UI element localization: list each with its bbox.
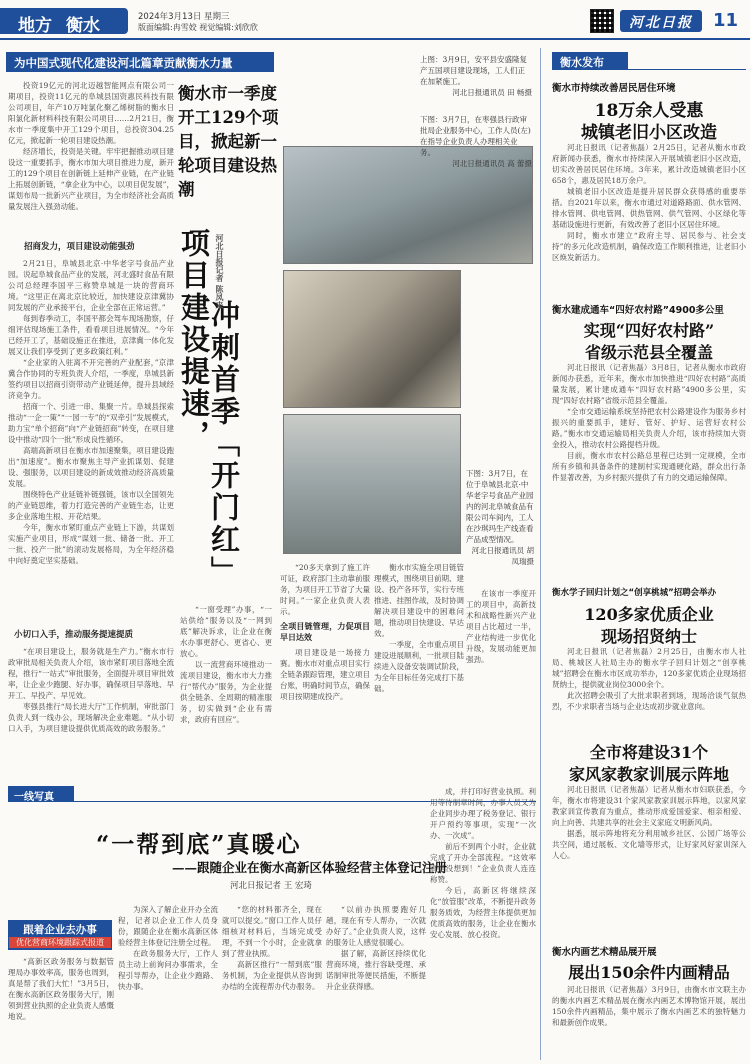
lower-headline: “一帮到底”真暖心 [96, 831, 302, 858]
photo3-credit: 河北日报通讯员 胡凤瑞摄 [471, 546, 534, 566]
paper-logo [620, 10, 702, 32]
photo1-caption [420, 54, 532, 112]
subhead-3: 全项目链管理，力促项目早日达效 [280, 622, 370, 642]
sidebar-item1-head: 衡水市持续改善居民居住环境 [552, 83, 676, 94]
sidebar-item2-title-2: 省级示范县全覆盖 [584, 343, 713, 362]
body-column-4: 衡水市实施全项目链管理模式，围绕项目前期、建设、投产各环节，实行专班推进、挂图作战，及时协调解决项目建设中的困难问题，推动项目快建设、早达效。 一季度，全市重点项目建设进展顺利，一批项目陆续进入设备安装调试阶段，为全年目标任务完成打下基础。 [374, 563, 464, 693]
section-name: 地方 [18, 16, 52, 36]
banner [6, 52, 274, 72]
sidebar-item4-title-1: 全市将建设31个 [589, 743, 709, 762]
sidebar-divider [540, 48, 541, 1060]
sidebar-item2-title-1: 实现“四好农村路” [583, 321, 715, 340]
sidebar-item5-title: 展出150余件内画精品 [568, 963, 730, 982]
body-column-3: “20多天拿到了施工许可证，政府部门主动靠前服务，为项目开工节省了大量时间。”一家企业负责人表示。 全项目链管理，力促项目早日达效 项目建设是一场接力赛。衡水市对重点项目实行全链条跟踪管理，建立项目台账，明确时间节点，确保项目按期建成投产。 [280, 563, 370, 701]
sidebar-rule [628, 69, 746, 70]
column-name: 衡水 [66, 16, 100, 36]
qr-code-icon [590, 9, 614, 33]
headline-vertical-2: 冲刺首季「开门红」 [207, 300, 241, 588]
body-column-1b: “在项目建设上，服务就是生产力。”衡水市行政审批局相关负责人介绍，该市紧盯项目落地全流程，推行“一站式”审批服务，全面提升项目审批效率，让企业少跑腿、好办事，确保项目早落地、早开工、早投产、早见效。 枣强县推行“局长进大厅”工作机制，审批部门负责人到一线办公，现场解决企业难题。“从小切口入手，为项目建设提供优质高效的政务服务。” [8, 647, 174, 733]
lead-text: 投资19亿元的河北迈越智能网点有限公司一期项目，投资11亿元的阜城县国资惠民科技有限公司项目，年产10万吨氯化聚乙烯树脂的衡水日阳氯化新材料科技有限公司项目……2月21日，衡水市一季度集中开工129个项目，总投资304.25亿元，掀起新一轮项目建设热潮。 [8, 81, 174, 145]
photo3-caption [466, 468, 534, 584]
sidebar-item1-title-1: 18万余人受惠 [594, 101, 704, 121]
follow-tag [8, 920, 112, 950]
masthead-editors: 版面编辑:冉雪姣 视觉编辑:刘欣欣 [138, 23, 258, 32]
headline-vertical-1: 项目建设提速， [177, 228, 211, 452]
body-column-2: “一窗受理”办事，“一站供给”服务以及“一网到底”解决诉求，让企业在衡水办事更舒心、更省心、更放心。 以一流营商环境推动一流项目建设，衡水市大力推行“帮代办”服务，为企业提供全链条、全周期的精准服务，切实做到“企业有需求，政府有回应”。 [180, 605, 272, 724]
sidebar-item1-body: 河北日报讯（记者焦磊）2月25日，记者从衡水市政府新闻办获悉，衡水市持续深入开展城镇老旧小区改造，切实改善居民居住环境。3年来，累计改造城镇老旧小区658个，惠及居民18万余户。 城镇老旧小区改造是提升居民群众获得感的重要举措。自2021年以来，衡水市通过对道路路面、供水管网、排水管网、供电管网、供热管网、供气管网、小区绿化等基础设施进行更新，有效改善了老旧小区居住环境。 同时，衡水市建立“政府主导、居民参与、社会支持”的多元化改造机制，确保改造工作顺利推进，让老旧小区焕发新活力。 [552, 143, 746, 262]
byline: 河北日报记者 陈凤来 [215, 234, 225, 309]
lower-body-col-3: “您的材料都齐全，现在就可以提交。”窗口工作人员仔细核对材料后，当场完成受理，不到一个小时，企业就拿到了营业执照。 高新区推行“一帮到底”服务机制，为企业提供从咨询到办结的全流程帮办代办服务。 [222, 905, 322, 991]
sidebar-item5-head: 衡水内画艺术精品展开展 [552, 947, 657, 958]
sidebar-item3-body: 河北日报讯（记者焦磊）2月25日，由衡水市人社局、桃城区人社局主办的衡水学子回归计划之“创享桃城”招聘会在衡水市区成功举办，120多家优质企业现场招贤纳士，提供就业岗位3000余个。 此次招聘会吸引了大批求职者到场，现场洽谈气氛热烈，不少求职者当场与企业达成初步就业意向。 [552, 647, 746, 711]
subhead-1: 招商发力，项目建设动能强劲 [24, 242, 135, 252]
lower-body-col-1: “高新区政务服务与数据管理局办事效率高，服务也周到，真是帮了我们大忙！”3月5日，在衡水高新区政务服务大厅，刚领到营业执照的企业负责人感慨地说。 [8, 957, 114, 1021]
sidebar-item4-title-2: 家风家教家训展示阵地 [568, 765, 729, 784]
photo2-credit: 河北日报通讯员 高 蕾摄 [452, 159, 532, 168]
sidebar-item3-title-1: 120多家优质企业 [584, 605, 714, 624]
photo1-caption-text: 上图：3月9日，安平县安盛隆复产五国项目建设现场，工人们正在加紧施工。 [420, 55, 528, 86]
follow-tag-title: 跟着企业去办事 [23, 924, 97, 936]
body-column-1: 2月21日，阜城县北京·中华老字号食品产业园。说起阜城食品产业的发展，河北盛时食品有限公司总经理李国平三称赞阜城是一块的营商环境。“这里正在离北京比较近，加快建设京津冀协同发展的产业承接平台，企业全部在正常运营。” 每到春季动工，李国平都会驾车现场勘察，仔细评估现场施工条件，看看项目进展情况。“今年已经开工了，基础设施正在推进，京津冀一体化发展又让我们享受到了更多政策红利。” “企业家的入驻离不开完善的产业配套，”京津冀合作协同的专班负责人介绍，一季度，阜城县新签约项目以招商引资带动产业链延伸，提升县域经济竞争力。 招商一个、引进一串、集聚一片。阜城县探索推动“一企一策”“一园一专”的“双牵引”发展模式，助力宝“单个招商”向“产业链招商”转变，在项目建设中推动“四个一批”形成良性循环。 高端高新项目在衡水市加速聚集，项目建设跑出“加速度”。衡水市聚焦主导产业抓谋划、促建设、强服务，以项目建设的新成效推动经济高质量发展。 围绕特色产业延链补链强链，该市以全国领先的产业链思维，着力打造完善的产业链生态，让更多企业落地生根、开花结果。 今年，衡水市紧盯重点产业链上下游，共谋划实施产业项目，形成“谋划一批、储备一批、开工一批、投产一批”的滚动发展格局，为全年经济稳中向好奠定坚实基础。 [8, 259, 174, 565]
page-number: 11 [713, 10, 739, 31]
lead-paragraph: 投资19亿元的河北迈越智能网点有限公司一期项目，投资11亿元的阜城县国资惠民科技有限公司项目，年产10万吨氯化聚乙烯树脂的衡水日阳氯化新材料科技有限公司项目……2月21日，衡水市一季度集中开工129个项目，总投资304.25亿元，掀起新一轮项目建设热潮。 经济增长，投资是关键。牢牢把握推动项目建设这一重要抓手，衡水市加大项目推进力度，新开工的129个项目在创新链上延伸产业链，在产业链上拓展创新链，“拿企业为中心，以项目促发展”，谋划布局一批新兴产业项目，为全市经济社会高质量发展注入强劲动能。 [8, 81, 174, 211]
sidebar-item3-head: 衡水学子回归计划之“创享桃城”招聘会举办 [552, 588, 717, 598]
photo1-credit: 河北日报通讯员 田 畅摄 [452, 88, 532, 97]
lower-body-col-4: “以前办执照要跑好几趟，现在有专人帮办，一次就办好了。”企业负责人说，这样的服务让人感觉很暖心。 据了解，高新区持续优化营商环境，推行容缺受理、承诺制审批等便民措施，不断提升企业获得感。 [326, 905, 426, 991]
sidebar-item4-body: 河北日报讯（记者焦磊）记者从衡水市妇联获悉，今年，衡水市将建设31个家风家教家训展示阵地，以家风家教家训宣传教育为重点，推动形成爱国爱家、相亲相爱、向上向善、共建共享的社会主义家庭文明新风尚。 据悉，展示阵地将充分利用城乡社区、公园广场等公共空间，通过展板、文化墙等形式，让好家风好家训深入人心。 [552, 785, 746, 860]
sidebar-item3-title-2: 现场招贤纳士 [600, 627, 697, 646]
lower-body-col-2: 为深入了解企业开办全流程，记者以企业工作人员身份，跟随企业在衡水高新区体验经营主体登记注册全过程。 在政务服务大厅，工作人员主动上前询问办事需求，全程引导帮办，让企业少跑路、快办事。 [118, 905, 218, 991]
masthead-section-tag [0, 8, 128, 34]
lower-section-tag: 一线写真 [8, 786, 74, 802]
masthead-date: 2024年3月13日 星期三 [138, 12, 230, 22]
photo-service-hall [283, 270, 461, 408]
follow-tag-sub: 优化营商环境跟踪式报道 [9, 937, 111, 948]
photo3-caption-text: 下图：3月7日，在位于阜城县北京·中华老字号食品产业园内的河北阜城食品有限公司车间内，工人在沙琪玛生产线查看产品成型情况。 [466, 469, 534, 544]
sidebar-item2-body: 河北日报讯（记者焦磊）3月8日，记者从衡水市政府新闻办获悉，近年来，衡水市加快推进“四好农村路”高质量发展，累计建成通车“四好农村路”4900多公里，实现“四好农村路”省级示范县全覆盖。 “全市交通运输系统坚持把农村公路建设作为服务乡村振兴的重要抓手，建好、管好、护好、运营好农村公路。”衡水市交通运输局相关负责人介绍，该市持续加大资金投入，推动农村公路提档升级。 目前，衡水市农村公路总里程已达到一定规模，全市所有乡镇和具备条件的建制村实现通硬化路，群众出行条件显著改善，为乡村振兴提供了有力的交通运输保障。 [552, 363, 746, 482]
photo-food-factory [283, 414, 461, 554]
lead-headline: 衡水市一季度开工129个项目，掀起新一轮项目建设热潮 [178, 84, 279, 199]
sidebar-item2-head: 衡水建成通车“四好农村路”4900多公里 [552, 305, 724, 316]
masthead-rule [0, 38, 750, 40]
lower-byline: 河北日报记者 王 宏琦 [230, 881, 312, 891]
subhead-2: 小切口入手，推动服务提速提质 [14, 630, 134, 640]
photo2-caption-text: 下图：3月7日，在枣强县行政审批局企业服务中心，工作人员(左)在指导企业负责人办理相关业务。 [420, 115, 531, 157]
paper-name: 河北日报 [629, 15, 693, 31]
lower-subhead: ——跟随企业在衡水高新区体验经营主体登记注册 [172, 860, 448, 875]
sidebar-item5-body: 河北日报讯（记者焦磊）3月9日，由衡水市文联主办的衡水内画艺术精品展在衡水内画艺术博物馆开展，展出150余件内画精品，集中展示了衡水内画艺术的独特魅力和最新创作成果。 [552, 985, 746, 1027]
lower-body-col-5: 成，并打印好营业执照。利用等待制章时间，办事人员又为企业同步办理了税务登记、银行开户预约等事项，实现“一次办、一次成”。 前后不到两个小时，企业就完成了开办全部流程。“这效率真是没想到！”企业负责人连连称赞。 今后，高新区将继续深化“放管服”改革，不断提升政务服务质效，为经营主体提供更加优质高效的服务，让企业在衡水安心发展、放心投资。 [430, 787, 536, 939]
sidebar-item1-title-2: 城镇老旧小区改造 [581, 123, 717, 143]
photo2-caption [420, 114, 532, 168]
banner-text: 为中国式现代化建设河北篇章贡献衡水力量 [14, 56, 233, 70]
body-column-5: 在该市一季度开工的项目中，高新技术和战略性新兴产业项目占比超过一半，产业结构进一步优化升级，发展动能更加强劲。 [466, 589, 536, 664]
sidebar-section-tag: 衡水发布 [552, 52, 628, 70]
